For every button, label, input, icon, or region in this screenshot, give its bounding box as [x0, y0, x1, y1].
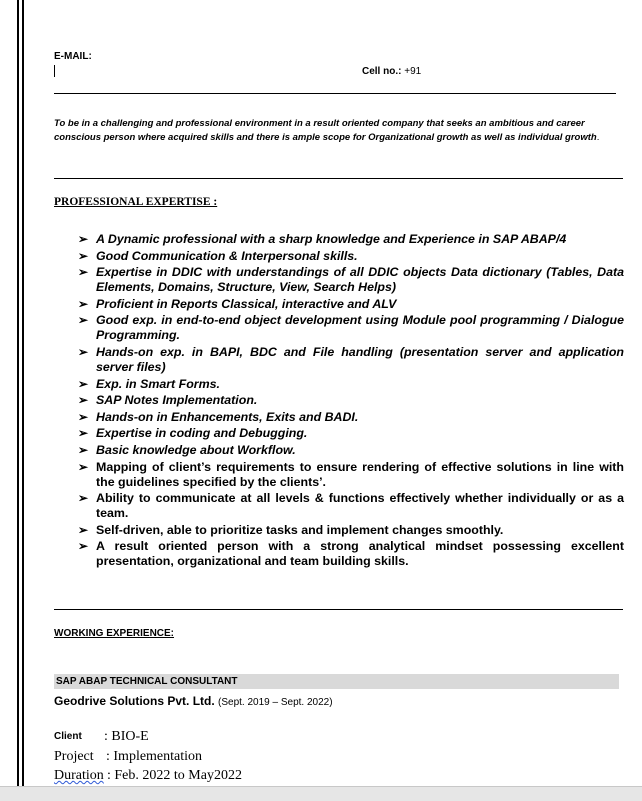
list-item: ➢ Hands-on in Enhancements, Exits and BADI. [78, 409, 359, 424]
divider-2 [54, 178, 623, 179]
list-item: ➢ Proficient in Reports Classical, interactive and ALV [78, 296, 397, 311]
text-cursor [54, 65, 55, 77]
experience-heading: WORKING EXPERIENCE: [54, 628, 175, 639]
job-title: SAP ABAP TECHNICAL CONSULTANT [56, 676, 238, 687]
arrow-bullet-icon: ➢ [78, 248, 89, 263]
client-value: : BIO-E [104, 729, 149, 744]
list-item: ➢ A Dynamic professional with a sharp knowledge and Experience in SAP ABAP/4 [78, 232, 567, 246]
arrow-bullet-icon: ➢ [78, 539, 89, 554]
objective-tail: . [596, 132, 600, 143]
left-border-line [17, 0, 19, 801]
arrow-bullet-icon: ➢ [78, 409, 89, 424]
project-label: Project [54, 749, 94, 764]
employment-dates: (Sept. 2019 – Sept. 2022) [218, 697, 333, 708]
left-border-line-inner [22, 0, 24, 801]
list-item: ➢ A result oriented person with a strong analytical mindset possessing excellent presentation, organizational and team building skills. [78, 539, 624, 569]
arrow-bullet-icon: ➢ [78, 442, 89, 457]
list-item: ➢ Expertise in DDIC with understandings of all DDIC objects Data dictionary (Tables, Data Elements, Domains, Structure, View, Search Helps) [78, 265, 624, 295]
list-item: ➢ Expertise in coding and Debugging. [78, 426, 308, 441]
cell-label: Cell no.: [362, 66, 402, 77]
duration-label: Duration [54, 768, 104, 783]
divider-3 [54, 609, 623, 610]
divider-1 [54, 93, 616, 94]
email-label: E-MAIL: [54, 51, 92, 62]
project-value: : Implementation [106, 749, 203, 764]
arrow-bullet-icon: ➢ [78, 265, 89, 280]
company-name: Geodrive Solutions Pvt. Ltd. [54, 694, 215, 708]
list-item: ➢ Exp. in Smart Forms. [78, 376, 220, 391]
list-item: ➢ Self-driven, able to prioritize tasks and implement changes smoothly. [78, 522, 504, 537]
arrow-bullet-icon: ➢ [78, 296, 89, 311]
list-item: ➢ Basic knowledge about Workflow. [78, 442, 296, 457]
list-item: ➢ Mapping of client’s requirements to ensure rendering of effective solutions in line with the guidelines specified by the clients’. [78, 459, 624, 489]
arrow-bullet-icon: ➢ [78, 522, 89, 537]
list-item: ➢ Hands-on exp. in BAPI, BDC and File handling (presentation server and application server files) [78, 344, 624, 374]
arrow-bullet-icon: ➢ [78, 313, 89, 328]
list-item: ➢ Good Communication & Interpersonal skills. [78, 248, 358, 263]
arrow-bullet-icon: ➢ [78, 491, 89, 506]
horizontal-scrollbar[interactable] [0, 786, 642, 801]
expertise-heading [54, 196, 217, 208]
list-item: ➢ Good exp. in end-to-end object development using Module pool programming / Dialogue Programming. [78, 313, 624, 343]
cell-number [362, 66, 421, 77]
company-line [54, 694, 333, 708]
list-item: ➢ SAP Notes Implementation. [78, 393, 258, 408]
expertise-list [78, 232, 624, 571]
list-item: ➢ Ability to communicate at all levels & functions effectively whether individually or as a team. [78, 491, 624, 521]
arrow-bullet-icon: ➢ [78, 393, 89, 408]
objective-text: To be in a challenging and professional environment in a result oriented company that seeks an ambitious and career conscious person where acquired skills and there is ample scope for Organizational growth as well as individual growth [54, 118, 597, 143]
career-objective [54, 117, 624, 145]
duration-value: : Feb. 2022 to May2022 [107, 768, 242, 783]
client-label: Client [54, 731, 82, 742]
arrow-bullet-icon: ➢ [78, 376, 89, 391]
arrow-bullet-icon: ➢ [78, 344, 89, 359]
expertise-title: PROFESSIONAL EXPERTISE : [54, 196, 218, 208]
arrow-bullet-icon: ➢ [78, 426, 89, 441]
arrow-bullet-icon: ➢ [78, 459, 89, 474]
cell-value: +91 [401, 66, 422, 77]
arrow-bullet-icon: ➢ [78, 232, 89, 246]
